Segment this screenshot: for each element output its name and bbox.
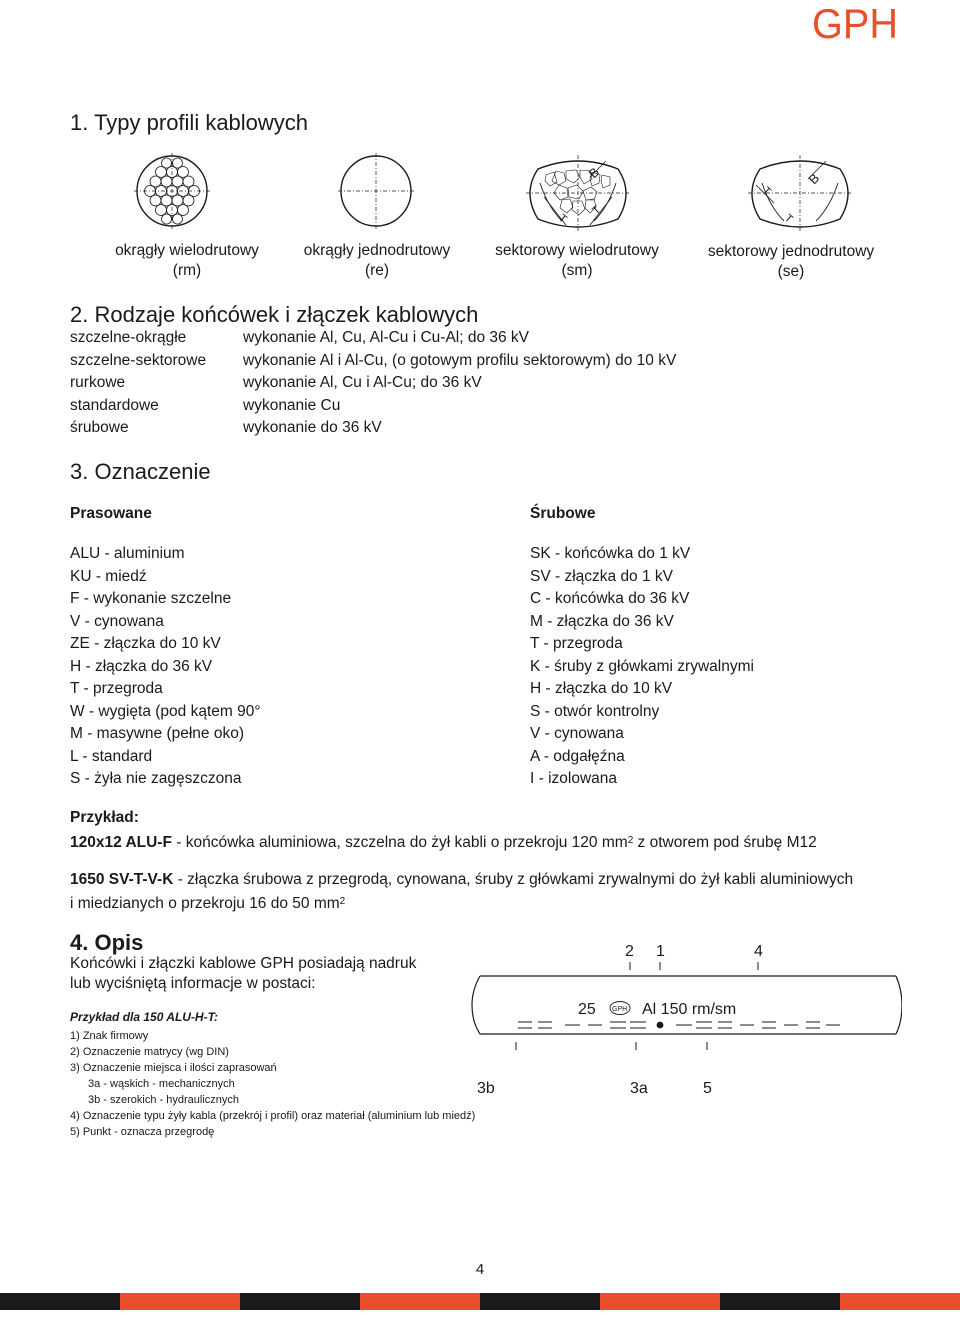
label-2: 2 xyxy=(625,943,634,960)
marking-text: Al 150 rm/sm xyxy=(642,1001,737,1018)
pressed-codes-list xyxy=(70,543,261,791)
list-item: I - izolowana xyxy=(530,770,618,787)
connector-desc: wykonanie do 36 kV xyxy=(243,419,382,436)
example-code: 120x12 ALU-F xyxy=(70,834,172,851)
label-3a: 3a xyxy=(630,1080,648,1097)
dim-label-t-se-2: T xyxy=(782,212,795,226)
example-code: 1650 SV-T-V-K xyxy=(70,871,174,888)
page-number: 4 xyxy=(475,1261,485,1278)
connector-desc: wykonanie Al, Cu i Al-Cu; do 36 kV xyxy=(243,374,482,391)
profile-sm-drawing xyxy=(526,155,630,233)
list-item: A - odgałęźna xyxy=(530,747,625,765)
profile-rm-drawing xyxy=(134,153,210,229)
section4-title: 4. Opis xyxy=(70,930,144,955)
connector-type: standardowe xyxy=(70,396,159,414)
pressed-heading: Prasowane xyxy=(70,505,152,522)
profile-name: okrągły wielodrutowy xyxy=(115,242,259,259)
list-item: M - złączka do 36 kV xyxy=(530,612,674,630)
list-item: C - końcówka do 36 kV xyxy=(530,590,690,607)
example-text-line2: i miedzianych o przekroju 16 do 50 mm xyxy=(70,895,340,912)
connector-type: szczelne-sektorowe xyxy=(70,351,207,369)
profile-re-drawing xyxy=(338,153,414,229)
label-4: 4 xyxy=(754,943,763,960)
dim-label-t-sm-2: T xyxy=(590,203,604,218)
list-item: T - przegroda xyxy=(70,680,163,697)
section1-title: 1. Typy profili kablowych xyxy=(70,110,309,135)
list-item: 1) Znak firmowy xyxy=(70,1030,149,1042)
dim-label-t-sm: T xyxy=(556,212,569,226)
example-sup: 2 xyxy=(339,896,346,907)
profile-name: sektorowy wielodrutowy xyxy=(495,242,659,259)
profile-caption-rm xyxy=(102,241,272,281)
example-text: - złączka śrubowa z przegrodą, cynowana, śruby z główkami zrywalnymi do żył kabli aluminiowych xyxy=(173,871,854,888)
profile-name: okrągły jednodrutowy xyxy=(303,242,451,259)
profile-se-drawing xyxy=(748,155,852,233)
list-item: 2) Oznaczenie matrycy (wg DIN) xyxy=(70,1046,229,1058)
dim-label-t-se: T xyxy=(759,184,774,198)
profile-caption-re xyxy=(292,241,462,281)
connector-desc: wykonanie Al i Al-Cu, (o gotowym profilu sektorowym) do 10 kV xyxy=(243,351,677,369)
footer-segment xyxy=(360,1293,480,1310)
connector-type: rurkowe xyxy=(70,374,126,391)
list-item: L - standard xyxy=(70,747,153,765)
list-item: ZE - złączka do 10 kV xyxy=(70,635,221,652)
gph-logo-text: GPH xyxy=(812,2,898,42)
profile-caption-se xyxy=(696,242,886,282)
bolted-heading: Śrubowe xyxy=(530,505,596,522)
section4-intro-line1: Końcówki i złączki kablowe GPH posiadają nadruk xyxy=(70,955,417,972)
list-item: H - złączka do 10 kV xyxy=(530,680,673,697)
list-item: 3a - wąskich - mechanicznych xyxy=(88,1078,235,1090)
profile-code: (sm) xyxy=(561,262,593,279)
connector-desc: wykonanie Al, Cu, Al-Cu i Cu-Al; do 36 kV xyxy=(243,329,530,346)
example-tail: z otworem pod śrubę M12 xyxy=(633,834,817,851)
list-item: S - żyła nie zagęszczona xyxy=(70,770,242,787)
connector-desc: wykonanie Cu xyxy=(243,396,341,414)
list-item: F - wykonanie szczelne xyxy=(70,590,232,607)
list-item: T - przegroda xyxy=(530,635,623,652)
profile-code: (rm) xyxy=(172,262,202,279)
section4-example-heading: Przykład dla 150 ALU-H-T: xyxy=(70,1010,219,1024)
footer-segment xyxy=(240,1293,360,1310)
example-text: - końcówka aluminiowa, szczelna do żył kabli o przekroju 120 mm xyxy=(171,834,628,851)
gph-logo xyxy=(812,2,898,42)
label-1: 1 xyxy=(656,943,665,960)
footer-segment xyxy=(600,1293,720,1310)
section3-title: 3. Oznaczenie xyxy=(70,459,211,484)
example-heading: Przykład: xyxy=(70,809,139,826)
bolted-codes-list xyxy=(530,543,754,791)
description-list xyxy=(70,1028,475,1140)
profile-caption-sm xyxy=(482,241,672,281)
list-item: M - masywne (pełne oko) xyxy=(70,725,245,742)
dim-label-b-se: B xyxy=(805,170,823,188)
list-item: S - otwór kontrolny xyxy=(530,702,660,720)
list-item: W - wygięta (pod kątem 90° xyxy=(70,702,261,720)
profile-code: (re) xyxy=(364,262,390,279)
list-item: 5) Punkt - oznacza przegrodę xyxy=(70,1126,215,1138)
connector-marking-diagram xyxy=(470,938,902,1100)
footer-segment xyxy=(840,1293,960,1310)
profile-code: (se) xyxy=(777,263,805,280)
logo-mark: GPH xyxy=(612,1006,628,1013)
matrix-number: 25 xyxy=(578,1001,596,1018)
footer-segment xyxy=(720,1293,840,1310)
list-item: SV - złączka do 1 kV xyxy=(530,567,674,585)
footer-segment xyxy=(0,1293,120,1310)
list-item: V - cynowana xyxy=(530,725,624,742)
list-item: V - cynowana xyxy=(70,612,164,630)
example-1 xyxy=(70,830,817,854)
connector-type: śrubowe xyxy=(70,419,129,436)
label-5: 5 xyxy=(703,1080,712,1097)
section2-title: 2. Rodzaje końcówek i złączek kablowych xyxy=(70,302,479,327)
section4-intro-line2: lub wyciśniętą informacje w postaci: xyxy=(70,975,316,992)
label-3b: 3b xyxy=(477,1080,495,1097)
connector-type: szczelne-okrągłe xyxy=(70,329,187,346)
footer-color-bar xyxy=(0,1293,960,1310)
list-item: H - złączka do 36 kV xyxy=(70,657,213,675)
dim-label-b-sm: B xyxy=(585,164,603,182)
list-item: 4) Oznaczenie typu żyły kabla (przekrój i profil) oraz materiał (aluminium lub miedź) xyxy=(70,1110,476,1122)
list-item: KU - miedź xyxy=(70,567,147,585)
list-item: K - śruby z główkami zrywalnymi xyxy=(530,657,754,675)
list-item: SK - końcówka do 1 kV xyxy=(530,545,691,562)
footer-segment xyxy=(480,1293,600,1310)
profile-name: sektorowy jednodrutowy xyxy=(707,243,875,260)
list-item: ALU - aluminium xyxy=(70,545,185,562)
example-sup: 2 xyxy=(627,835,634,846)
list-item: 3) Oznaczenie miejsca i ilości zaprasowań xyxy=(70,1062,277,1074)
example-2 xyxy=(70,869,853,915)
footer-segment xyxy=(120,1293,240,1310)
list-item: 3b - szerokich - hydraulicznych xyxy=(88,1094,240,1106)
